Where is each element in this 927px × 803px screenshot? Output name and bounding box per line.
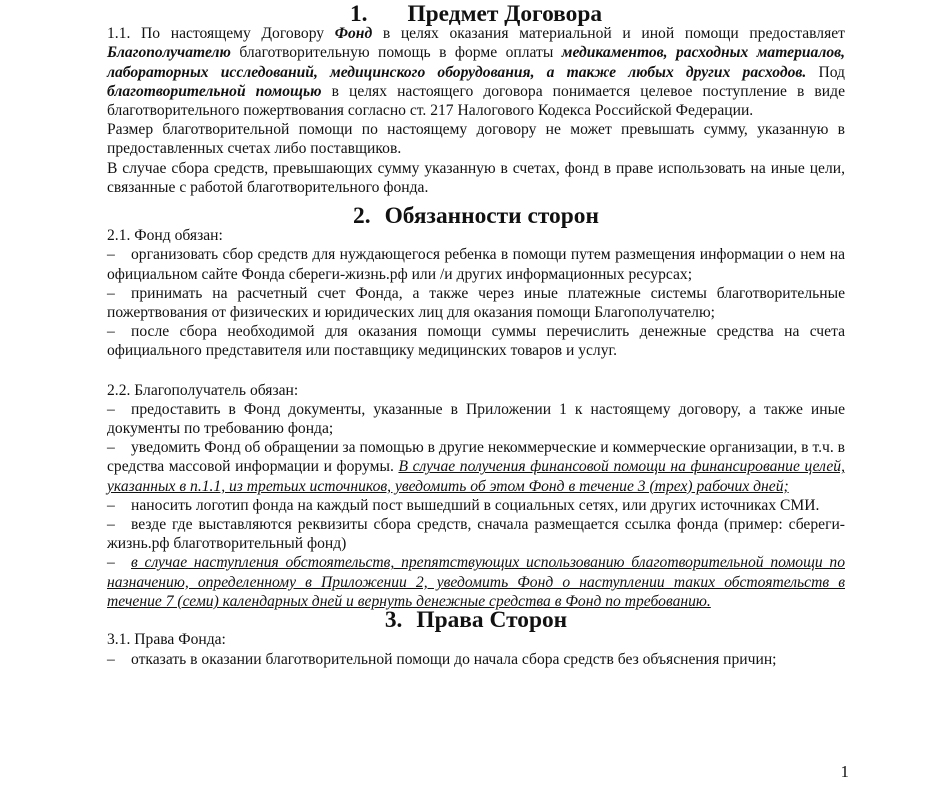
clause-3-1-heading: 3.1. Права Фонда: [107, 631, 226, 649]
list-item-text: наносить логотип фонда на каждый пост вышедший в социальных сетях, или других источниках СМИ. [131, 496, 820, 514]
dash-bullet: – [107, 400, 115, 418]
list-item-text: предоставить в Фонд документы, указанные в Приложении 1 к настоящему договору, а также иные документы по требованию фонда; [107, 400, 845, 438]
clause-1-1-text-d: Под [806, 63, 845, 81]
list-item-text: после сбора необходимой для оказания помощи суммы перечислить денежные средства на счета официального представителя или поставщику медицинских товаров и услуг. [107, 323, 845, 360]
list-item [107, 245, 845, 283]
list-item [107, 650, 845, 669]
section-3-number: 3. [384, 607, 403, 634]
list-item [107, 284, 845, 322]
section-1-title [107, 1, 845, 27]
list-item [107, 322, 845, 360]
dash-bullet: – [107, 496, 115, 514]
list-item [107, 515, 845, 553]
section-2-title [107, 203, 845, 230]
section-2-number: 2. [353, 203, 371, 230]
dash-bullet: – [107, 323, 115, 341]
underlined-notice: В случае получения финансовой помощи на финансирование целей, указанных в п.1.1, из третьих источников, уведомить об этом Фонд в течение 3 (трех) рабочих дней; [107, 458, 845, 495]
list-item [107, 496, 845, 515]
clause-1-1-text-e: в целях настоящего договора понимается целевое поступление в виде благотворительного пожертвования согласно ст. 217 Налогового Кодекса Российской Федерации. [107, 82, 845, 120]
aid-limit-paragraph: Размер благотворительной помощи по настоящему договору не может превышать сумму, указанную в предоставленных счетах либо поставщиков. [107, 121, 845, 158]
dash-bullet: – [107, 439, 115, 457]
section-3-heading: Права Сторон [416, 607, 568, 634]
page-number: 1 [840, 761, 849, 781]
underlined-notice: в случае наступления обстоятельств, препятствующих использованию благотворительной помощи по назначению, определенному в Приложении 2, уведомить Фонд о наступлении таких обстоятельств в течение 7 (семи) календарных дней и вернуть денежные средства в Фонд по требованию. [107, 554, 845, 610]
clause-1-1-text-c: благотворительную помощь в форме оплаты [230, 44, 562, 62]
clause-1-1-text-a: 1.1. По настоящему Договору [107, 25, 335, 43]
clause-1-1-text-b: в целях оказания материальной и иной помощи предоставляет [372, 25, 845, 43]
dash-bullet: – [107, 284, 115, 302]
section-3-title [107, 607, 845, 634]
clause-1-1-recipient: Благополучателю [107, 44, 231, 62]
clause-2-2-heading: 2.2. Благополучатель обязан: [107, 381, 299, 399]
dash-bullet: – [107, 554, 115, 572]
dash-bullet: – [107, 246, 115, 264]
list-item-text: везде где выставляются реквизиты сбора средств, сначала размещается ссылка фонда (пример: сбереги-жизнь.рф благотворительный фонд) [107, 516, 845, 553]
list-item [107, 438, 845, 496]
list-item [107, 553, 845, 611]
list-item-text: организовать сбор средств для нуждающегося ребенка в помощи путем размещения информации о нем на официальном сайте Фонда сбереги-жизнь.рф или /и других информационных ресурсах; [107, 246, 845, 283]
list-item [107, 400, 845, 438]
excess-funds-paragraph: В случае сбора средств, превышающих сумму указанную в счетах, фонд в праве использовать на иные цели, связанные с работой благотворительного фонда. [107, 159, 845, 196]
clause-1-1-fond: Фонд [334, 25, 373, 43]
section-2-heading: Обязанности сторон [384, 203, 599, 230]
section-1-heading: Предмет Договора [407, 1, 603, 27]
list-item-text: отказать в оказании благотворительной помощи до начала сбора средств без объяснения причин; [131, 650, 777, 668]
list-item-text: принимать на расчетный счет Фонда, а также через иные платежные системы благотворительные пожертвования от физических и юридических лиц для оказания помощи Благополучателю; [107, 284, 845, 322]
clause-1-1 [107, 24, 845, 120]
dash-bullet: – [107, 650, 115, 668]
section-1-number: 1. [349, 1, 368, 27]
clause-1-1-expenses: медикаментов, расходных материалов, лабораторных исследований, медицинского оборудования, а также любых других расходов. [107, 44, 845, 81]
clause-1-1-charity-aid: благотворительной помощью [107, 82, 322, 100]
clause-2-1-heading: 2.1. Фонд обязан: [107, 227, 223, 245]
dash-bullet: – [107, 516, 115, 534]
list-item-text: уведомить Фонд об обращении за помощью в другие некоммерческие и коммерческие организации, в т.ч. в средства массовой информации и форумы. [107, 439, 845, 476]
